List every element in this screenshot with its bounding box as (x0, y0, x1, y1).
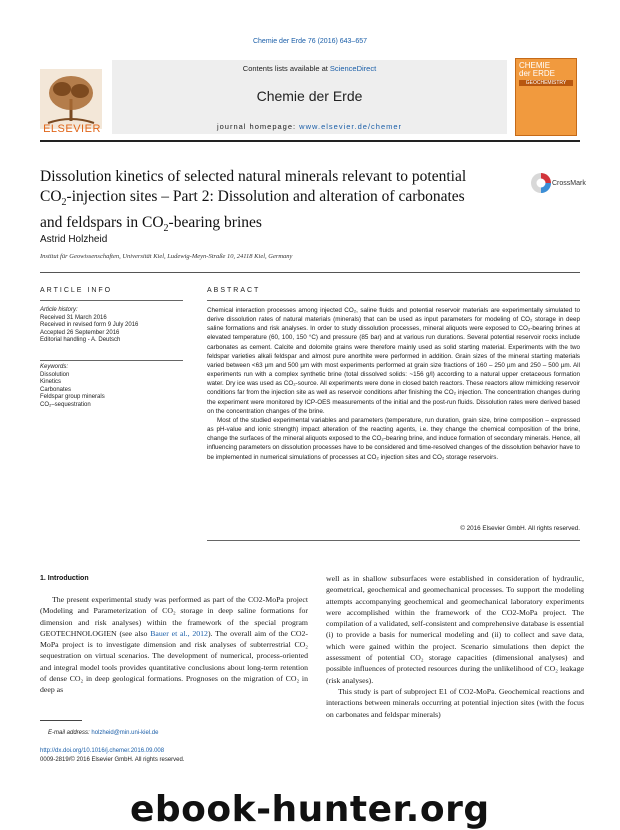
history-revised: Received in revised form 9 July 2016 (40, 322, 139, 329)
doi-link[interactable]: http://dx.doi.org/10.1016/j.chemer.2016.09.008 (40, 748, 165, 754)
introduction-left-column: The present experimental study was performed as part of the CO2-MoPa project (Modeling and Parameterization of CO₂ storage in deep saline formations for dimension and risk analyses) within the framework of the special program GEOTECHNOLOGIEN (see also Bauer et al., 2012). The overall aim of the CO2-MoPa project is to investigate dimension and risk analyses of subterrestrial CO₂ sequestration on virtual scenarios. The development of numerical, process-oriented and integral model tools provides quantitative conclusions about long-term retention of dense CO₂ in deep geological formations. Prognoses on the migration of CO₂ in deep as (40, 595, 308, 695)
contents-available-line (112, 64, 507, 73)
author-email-footnote: E-mail address: holzheid@min.uni-kiel.de (48, 730, 159, 736)
cover-title-line-2: der ERDE (519, 69, 556, 78)
introduction-heading: 1. Introduction (40, 575, 89, 582)
journal-homepage-link[interactable]: www.elsevier.de/chemer (299, 122, 403, 131)
title-line-1: Dissolution kinetics of selected natural minerals relevant to potential (40, 168, 467, 185)
introduction-paragraph: This study is part of subproject E1 of CO2-MoPa. Geochemical reactions and interactions between minerals occurring at potential injection sites (with the focus on carbonates and feldspar minerals) (326, 686, 584, 719)
journal-homepage-line (112, 122, 507, 131)
abstract-rule-top (207, 300, 580, 301)
cover-title-line-1: CHEMIE (519, 61, 551, 70)
abstract-copyright: © 2016 Elsevier GmbH. All rights reserved. (460, 525, 580, 532)
cover-subtitle: GEOCHEMISTRY (519, 80, 573, 86)
keyword-item: Feldspar group minerals (40, 394, 105, 401)
history-editor: Editorial handling - A. Deutsch (40, 337, 121, 344)
article-history (40, 307, 185, 345)
author-email-link[interactable]: holzheid@min.uni-kiel.de (91, 730, 159, 736)
abstract-paragraph-1: Chemical interaction processes among injected CO₂, saline fluids and potential reservoir materials are experimentally simulated to derive dissolution rates of natural materials (minerals) that can be used as input parameters for modeling of CO₂ storage in deep saline formations and risk analyses. In order to study dissolution processes, mineral aliquots were exposed to CO₂-bearing brines at elevated temperature (60, 100, 150 °C) and pressure (85 bar) and at various run durations. Several potential reservoir rocks include carbonates as cement. Calcite and dolomite grains were therefore mainly used as solid starting material. Experiments with the two feldspar varieties alkali feldspar and almost pure anorthite were performed in addition. Grain sizes of the mineral starting materials varied between <63 µm and 500 µm with most experiments performed at grain size fractions of 160 – 250 µm and 250 – 500 µm. All experiments run with a complex synthetic brine (total dissolved solids: ~156 g/l) according to a natural upper cretaceous formation water. Dry ice was used as CO₂-source. All experiments were done in closed batch reactors. These reactors allow mimicking reservoir conditions far from the injection site as well as reservoir conditions after finishing the CO₂ injection. The concentration changes during the experiment were monitored by ICP-OES measurements of the initial and the post-run fluids. Dissolution rates were derived based on the concentration changes of the brine. (207, 307, 580, 415)
title-divider (40, 272, 580, 273)
author-name: Astrid Holzheid (40, 234, 108, 245)
history-accepted: Accepted 26 September 2016 (40, 329, 120, 336)
keywords-list (40, 364, 185, 410)
cover-title (519, 62, 555, 78)
title-line-2: $CO_2$-injection sites – Part 2: Dissolution and alteration of carbonates (40, 188, 465, 209)
history-label: Article history: (40, 307, 78, 313)
keywords-label: Keywords: (40, 364, 69, 370)
article-info-heading: ARTICLE INFO (40, 287, 113, 294)
keywords-rule (40, 360, 183, 361)
footnote-rule (40, 720, 82, 721)
keyword-item: Kinetics (40, 379, 62, 386)
introduction-paragraph: well as in shallow subsurfaces were established in consideration of hydraulic, geometrical, geochemical and geomechanical processes. To support the modeling attempts accompanying geochemical and geomechanical laboratory experiments were accomplished within the framework of the CO2-MoPa project. The compilation of a validated, self-consistent and comprehensive database is essential (i) to provide a basis for numerical modeling and (ii) to collect and save data, which were gained within the project. Scenario simulations then depict the assessment of potential CO₂ storage capacities (dimensional analyses) and possible influences of protected resources during the unlikelihood of CO₂ leakage (risk analyses). (326, 574, 584, 685)
article-title (40, 167, 510, 239)
journal-title: Chemie der Erde (256, 88, 363, 104)
contents-prefix: Contents lists available at (242, 64, 330, 73)
issn-copyright: 0009-2819/© 2016 Elsevier GmbH. All rights reserved. (40, 757, 185, 763)
abstract-paragraph-2: Most of the studied experimental variables and parameters (temperature, run duration, grain size, brine composition – expressed as pH-value and ionic strength) impact alteration of the reacting agents, i.e. they change the chemical composition of the brine, change the surfaces of the mineral aliquots exposed to the CO₂-bearing brine, and induce formation of secondary minerals. Hence, all influencing parameters on dissolution processes have to be considered and time-resolved changes of the dissolution behavior have to be implemented in numerical simulations of processes at CO₂ injection sites and CO₂ storage reservoirs. (207, 416, 580, 461)
homepage-prefix: journal homepage: (216, 122, 300, 131)
keyword-item: Dissolution (40, 371, 70, 378)
journal-citation[interactable]: Chemie der Erde 76 (2016) 643–657 (252, 38, 368, 45)
abstract-heading: ABSTRACT (207, 287, 261, 294)
keyword-item: CO₂–sequestration (40, 401, 91, 408)
author-affiliation: Institut für Geowissenschaften, Universität Kiel, Ludewig-Meyn-Straße 10, 24118 Kiel, Germany (40, 253, 293, 260)
watermark-text: ebook-hunter.org (130, 789, 490, 830)
header-divider (40, 140, 580, 142)
title-line-3: and feldspars in $CO_2$-bearing brines (40, 214, 262, 235)
publisher-wordmark: ELSEVIER (43, 123, 101, 135)
reference-link[interactable]: Bauer et al., 2012 (150, 628, 208, 638)
keyword-item: Carbonates (40, 386, 72, 393)
article-info-rule (40, 300, 183, 301)
sciencedirect-link[interactable]: ScienceDirect (329, 64, 377, 73)
crossmark-label[interactable]: CrossMark (552, 180, 586, 187)
introduction-right-column (326, 573, 584, 720)
history-received: Received 31 March 2016 (40, 314, 107, 321)
abstract-body (207, 306, 580, 462)
crossmark-icon[interactable] (530, 172, 552, 194)
abstract-rule-bottom (207, 540, 580, 541)
